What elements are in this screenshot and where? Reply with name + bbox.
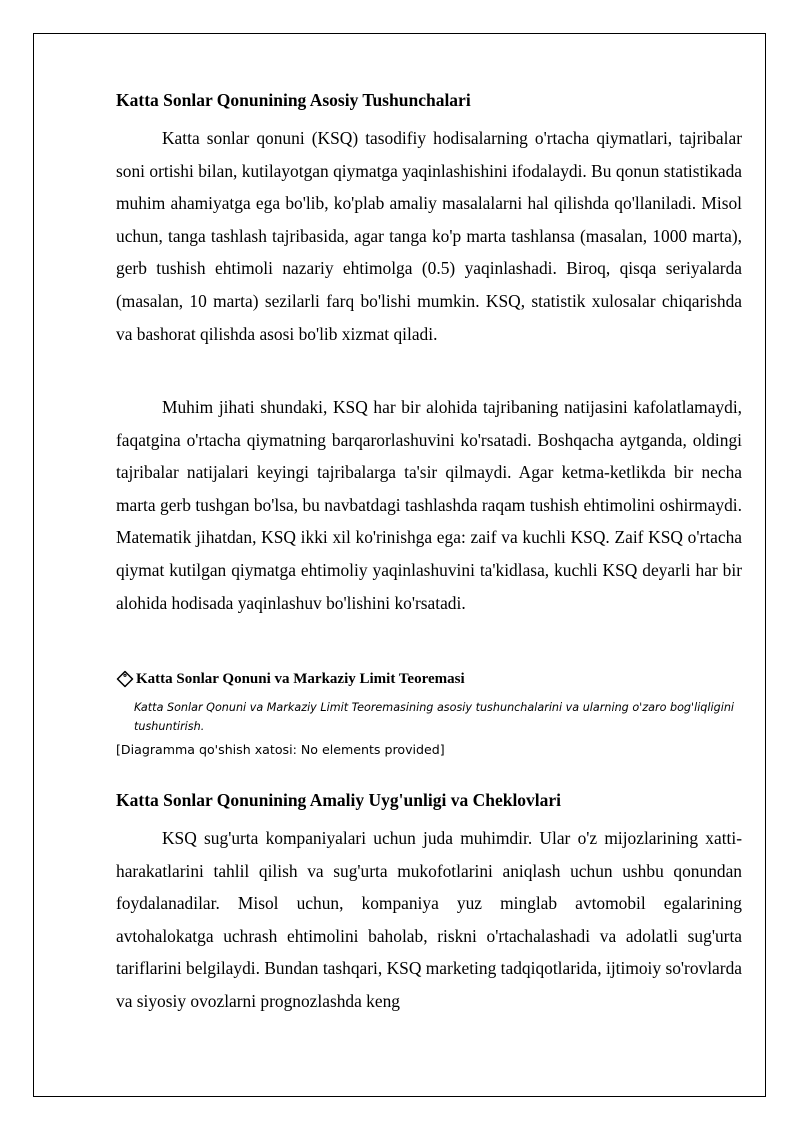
paragraph-definition: Katta sonlar qonuni (KSQ) tasodifiy hodisalarning o'rtacha qiymatlari, tajribalar soni ortishi bilan, kutilayotgan qiymatga yaqinlashishini ifodalaydi. Bu qonun statistikada muhim ahamiyatga ega bo'lib, ko'plab amaliy masalalarni hal qilishda qo'llaniladi. Misol uchun, tanga tashlash tajribasida, agar tanga ko'p marta tashlansa (masalan, 1000 marta), gerb tushish ehtimoli nazariy ehtimolga (0.5) yaqinlashadi. Biroq, qisqa seriyalarda (masalan, 10 marta) sezilarli farq bo'lishi mumkin. KSQ, statistik xulosalar chiqarishda va bashorat qilishda asosi bo'lib xizmat qiladi. bbox=[116, 128, 742, 344]
diagram-description: Katta Sonlar Qonuni va Markaziy Limit Teoremasining asosiy tushunchalarini va ularning o'zaro bog'liqligini tushuntirish. bbox=[134, 701, 735, 733]
tag-icon bbox=[116, 670, 134, 688]
section-heading-basic-concepts: Katta Sonlar Qonunining Asosiy Tushunchalari bbox=[116, 90, 471, 110]
diagram-title: Katta Sonlar Qonuni va Markaziy Limit Teoremasi bbox=[136, 670, 465, 687]
paragraph-insurance: KSQ sug'urta kompaniyalari uchun juda muhimdir. Ular o'z mijozlarining xatti-harakatlarini tahlil qilish va sug'urta mukofotlarini aniqlash uchun ushbu qonundan foydalanadilar. Misol uchun, kompaniya yuz minglab avtomobil egalarining avtohalokatga uchrash ehtimolini baholab, riskni o'rtachalashadi va adolatli sug'urta tariflarini belgilaydi. Bundan tashqari, KSQ marketing tadqiqotlarida, ijtimoiy so'rovlarda va siyosiy ovozlarni prognozlashda keng bbox=[116, 828, 742, 1011]
diagram-error-message: [Diagramma qo'shish xatosi: No elements provided] bbox=[116, 742, 445, 757]
section-heading-practical-use: Katta Sonlar Qonunining Amaliy Uyg'unligi va Cheklovlari bbox=[116, 790, 562, 810]
paragraph-key-aspect: Muhim jihati shundaki, KSQ har bir alohida tajribaning natijasini kafolatlamaydi, faqatgina o'rtacha qiymatning barqarorlashuvini ko'rsatadi. Boshqacha aytganda, oldingi tajribalar natijalari keyingi tajribalarga ta'sir qilmaydi. Agar ketma-ketlikda bir necha marta gerb tushgan bo'lsa, bu navbatdagi tashlashda raqam tushish ehtimolini oshirmaydi. Matematik jihatdan, KSQ ikki xil ko'rinishga ega: zaif va kuchli KSQ. Zaif KSQ o'rtacha qiymat kutilgan qiymatga ehtimoliy yaqinlashuvini ta'kidlasa, kuchli KSQ deyarli har bir alohida hodisada yaqinlashuv bo'lishini ko'rsatadi. bbox=[116, 397, 742, 613]
diagram-caption bbox=[116, 670, 465, 688]
